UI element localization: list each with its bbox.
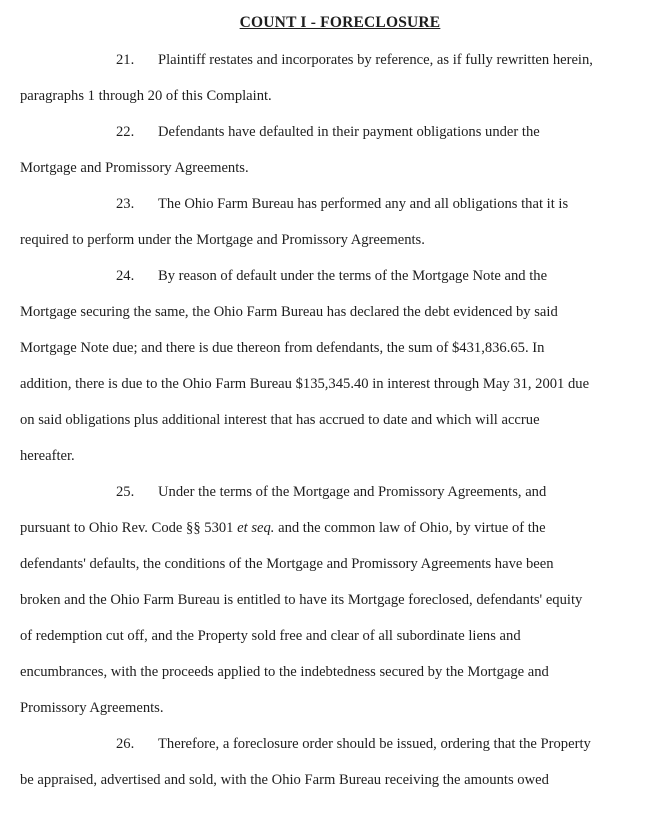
paragraph-number: 22.	[116, 124, 135, 140]
paragraph-text: Defendants have defaulted in their payment obligations under the	[158, 124, 540, 140]
paragraph-22	[20, 114, 660, 186]
paragraph-number: 25.	[116, 484, 135, 500]
paragraph-text: Under the terms of the Mortgage and Promissory Agreements, and	[158, 484, 547, 500]
paragraph-line: broken and the Ohio Farm Bureau is entitled to have its Mortgage foreclosed, defendants' equity	[20, 592, 583, 608]
paragraph-text: Plaintiff restates and incorporates by reference, as if fully rewritten herein,	[158, 52, 593, 68]
paragraph-line: addition, there is due to the Ohio Farm Bureau $135,345.40 in interest through May 31, 2001 due	[20, 376, 590, 392]
paragraph-line	[20, 726, 660, 762]
paragraph-number: 21.	[116, 52, 135, 68]
paragraph-text: By reason of default under the terms of the Mortgage Note and the	[158, 268, 548, 284]
paragraph-line: of redemption cut off, and the Property sold free and clear of all subordinate liens and	[20, 628, 521, 644]
paragraph-line: Promissory Agreements.	[20, 700, 164, 716]
paragraph-line: paragraphs 1 through 20 of this Complaint.	[20, 88, 272, 104]
paragraph-line: be appraised, advertised and sold, with the Ohio Farm Bureau receiving the amounts owed	[20, 772, 549, 788]
paragraph-21	[20, 42, 660, 114]
paragraph-line: hereafter.	[20, 448, 75, 464]
paragraph-line: Mortgage and Promissory Agreements.	[20, 160, 249, 176]
paragraph-25	[20, 474, 660, 726]
paragraph-text: The Ohio Farm Bureau has performed any and all obligations that it is	[158, 196, 569, 212]
paragraph-number: 24.	[116, 268, 135, 284]
paragraph-line: Mortgage securing the same, the Ohio Farm Bureau has declared the debt evidenced by said	[20, 304, 558, 320]
paragraph-line	[20, 474, 660, 510]
paragraph-line	[20, 42, 660, 78]
paragraph-line: on said obligations plus additional interest that has accrued to date and which will accrue	[20, 412, 540, 428]
paragraph-26	[20, 726, 660, 798]
paragraph-line: encumbrances, with the proceeds applied to the indebtedness secured by the Mortgage and	[20, 664, 549, 680]
paragraph-line	[20, 258, 660, 294]
paragraph-line	[20, 510, 660, 546]
paragraph-text: and the common law of Ohio, by virtue of the	[274, 520, 546, 536]
count-heading: COUNT I - FORECLOSURE	[239, 14, 441, 31]
paragraph-number: 23.	[116, 196, 135, 212]
paragraph-number: 26.	[116, 736, 135, 752]
paragraph-23	[20, 186, 660, 258]
paragraph-text: pursuant to Ohio Rev. Code §§ 5301	[20, 520, 238, 536]
paragraph-line: required to perform under the Mortgage and Promissory Agreements.	[20, 232, 425, 248]
paragraph-24	[20, 258, 660, 474]
paragraph-line	[20, 114, 660, 150]
paragraph-line	[20, 186, 660, 222]
paragraph-line: defendants' defaults, the conditions of the Mortgage and Promissory Agreements have been	[20, 556, 554, 572]
paragraph-line: Mortgage Note due; and there is due thereon from defendants, the sum of $431,836.65. In	[20, 340, 545, 356]
italic-text: et seq.	[237, 520, 275, 536]
paragraph-text: Therefore, a foreclosure order should be issued, ordering that the Property	[158, 736, 591, 752]
